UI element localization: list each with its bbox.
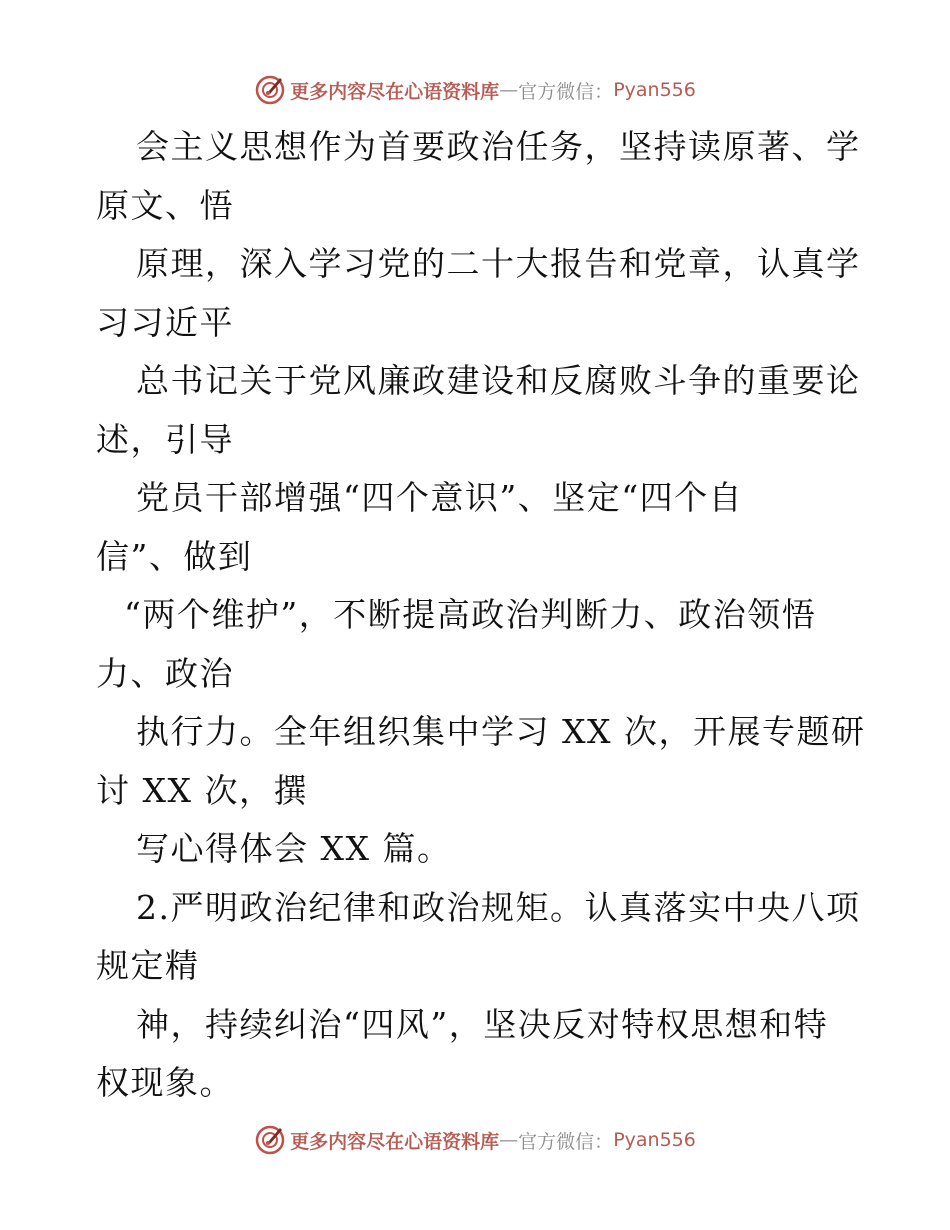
watermark-account-id: Pyan556	[613, 79, 696, 101]
text-line: 神，持续纠治“四风”，坚决反对特权思想和特	[136, 1004, 829, 1044]
watermark-official-label: 官方微信：	[518, 1130, 614, 1153]
watermark-footer	[0, 1120, 950, 1160]
text-line: 规定精	[96, 946, 200, 985]
text-line: 权现象。	[96, 1063, 234, 1102]
watermark-account-id: Pyan556	[613, 1129, 696, 1151]
text-line: 信”、做到	[96, 536, 253, 576]
text-line: 2.严明政治纪律和政治规矩。认真落实中央八项	[136, 887, 861, 927]
watermark-header	[0, 70, 950, 110]
watermark-separator: —	[499, 1129, 519, 1151]
text-line: 执行力。全年组织集中学习 XX 次，开展专题研	[136, 712, 866, 751]
text-line: 会主义思想作为首要政治任务，坚持读原著、学	[136, 127, 861, 166]
text-line: 总书记关于党风廉政建设和反腐败斗争的重要论	[136, 361, 861, 400]
brush-logo-icon	[254, 74, 286, 106]
watermark-main-text: 更多内容尽在心语资料库	[290, 1130, 500, 1153]
watermark-official-label: 官方微信：	[518, 80, 614, 103]
watermark-main-text: 更多内容尽在心语资料库	[290, 80, 500, 103]
document-body	[96, 118, 866, 1113]
text-line: 写心得体会 XX 篇。	[136, 829, 452, 868]
watermark-separator: —	[499, 79, 519, 101]
text-line: 习习近平	[96, 302, 234, 342]
brush-logo-icon	[254, 1124, 286, 1156]
text-line: “两个维护”，不断提高政治判断力、政治领悟	[124, 595, 817, 634]
text-line: 党员干部增强“四个意识”、坚定“四个自	[136, 478, 744, 517]
text-line: 力、政治	[96, 653, 234, 693]
text-line: 述，引导	[96, 419, 234, 459]
text-line: 原文、悟	[96, 185, 234, 225]
text-line: 原理，深入学习党的二十大报告和党章，认真学	[136, 244, 861, 283]
text-line: 讨 XX 次，撰	[96, 770, 308, 810]
